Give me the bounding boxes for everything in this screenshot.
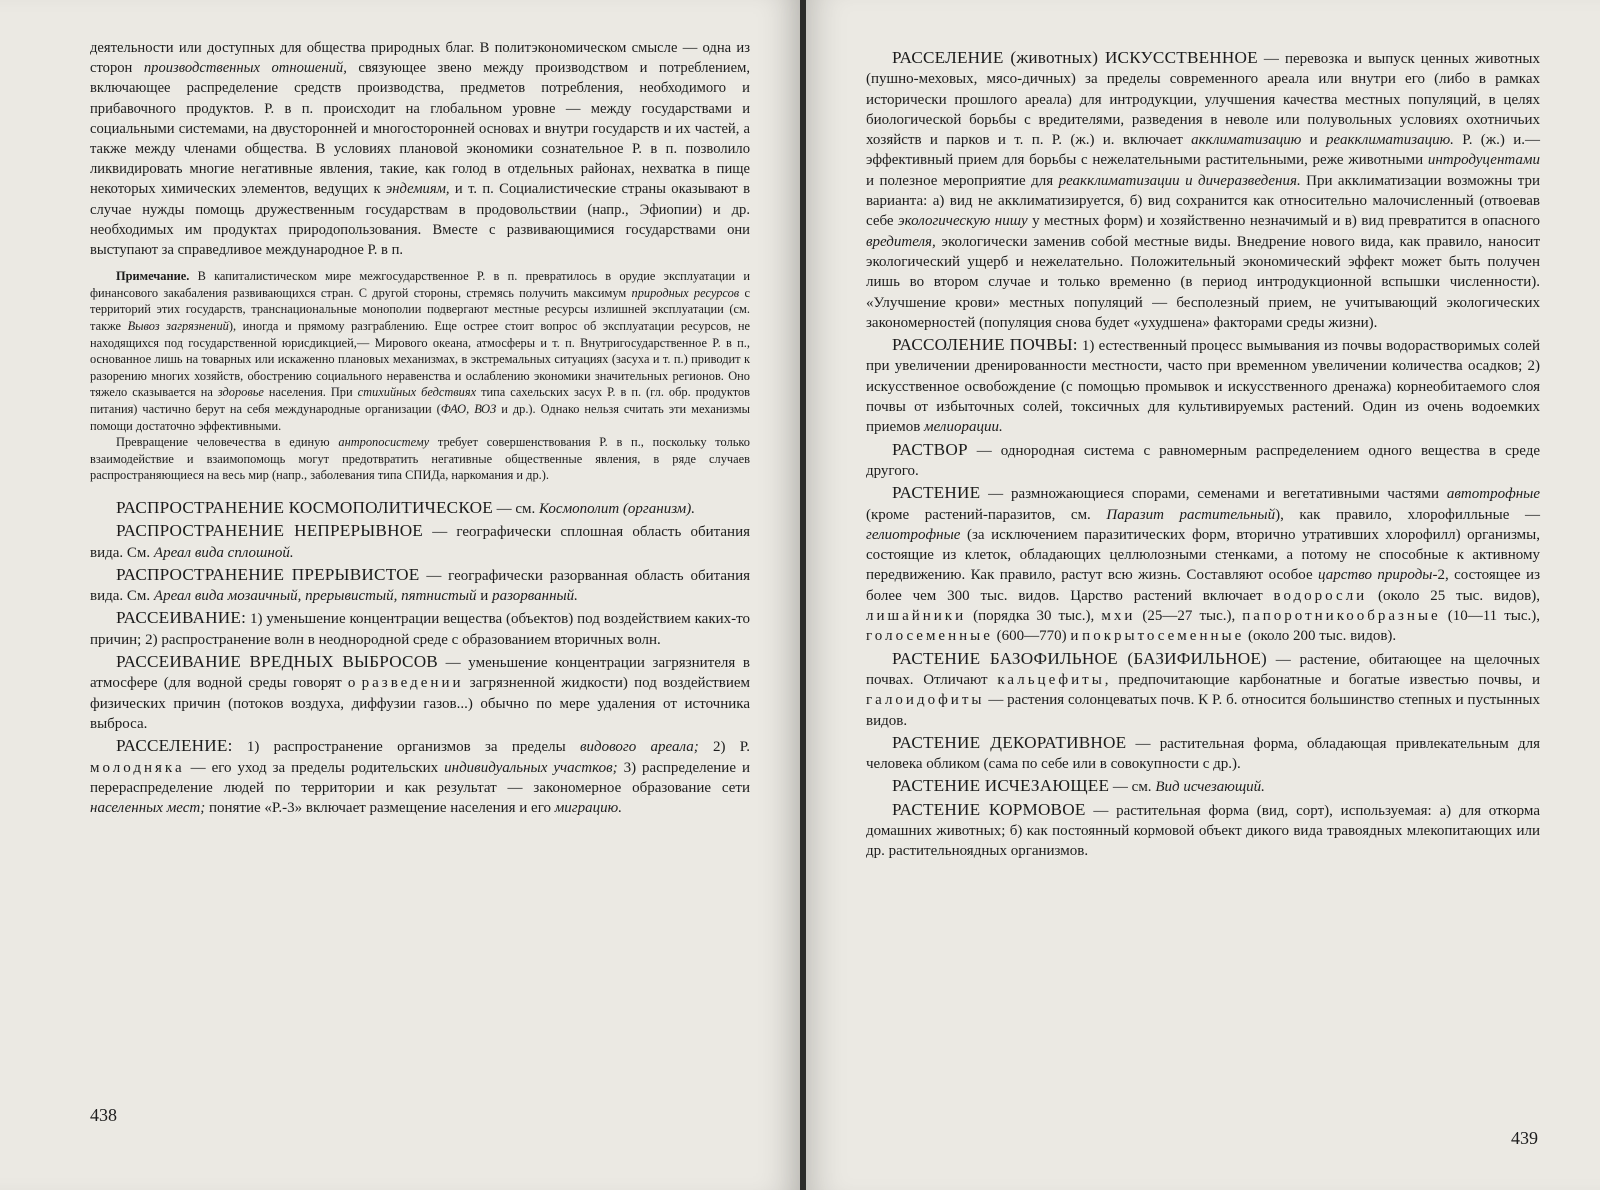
entry-artificial-settlement: РАССЕЛЕНИЕ (животных) ИСКУССТВЕННОЕ — перевозка и выпуск ценных животных (пушно-меховых, мясо-дичных) за пределы современного ареала или внутри его (либо в рамках исторически прошлого ареала) для интродукции, улучшения качества местных популяций, в целях биологической борьбы с вредителями, разведения в неволе или полувольных условиях охотничьих хозяйств и парков и т. п. Р. (ж.) и. включает акклиматизацию и реакклиматизацию. Р. (ж.) и.— эффективный прием для борьбы с нежелательными растительными, реже животными интродуцентами и полезное мероприятие для реакклиматизации и дичеразведения. При акклиматизации возможны три варианта: а) вид не акклиматизируется, б) вид сохранится как относительно малочисленный (отвоевав себе экологическую нишу у местных форм) и хозяйственно незначимый и в) вид превратится в опасного вредителя, экологически заменив собой местные виды. Внедрение нового вида, как правило, наносит экологический ущерб и нежелательно. Положительный экономический эффект может быть получен лишь во втором случае и только временно (в период интродукционной вспышки численности). «Улучшение крови» местных популяций — бесполезный прием, не учитывающий экологических закономерностей (популяция снова будет «ухудшена» факторами среды жизни). [866, 48, 1541, 331]
entry-solution: РАСТВОР — однородная система с равномерным распределением одного вещества в среде другого. [866, 439, 1540, 479]
note-label: Примечание. [116, 269, 190, 284]
entry-soil-desalination: РАССОЛЕНИЕ ПОЧВЫ: 1) естественный процесс вымывания из почвы водорастворимых солей при увеличении дренированности местности, часто при временном увеличении количества осадков; 2) искусственное освобождение (с помощью промывок и искусственного дренажа) корнеобитаемого слоя почвы от избыточных солей, токсичных для культивируемых растений. Один из очень водоемких приемов мелиорации. [866, 335, 1540, 436]
entry-plant: РАСТЕНИЕ — размножающиеся спорами, семенами и вегетативными частями автотрофные (кроме растений-паразитов, см. Паразит растительный), как правило, хлорофилльные — гелиотрофные (за исключением паразитических форм, вторично утративших хлорофилл) организмы, состоящие из клеток, обладающих целлюлозными стенками, а потому не способные к активному передвижению. Как правило, растут всю жизнь. Составляют особое царство природы-2, состоящее из более чем 300 тыс. видов. Царство растений включает водоросли (около 25 тыс. видов), лишайники (порядка 30 тыс.), мхи (25—27 тыс.), папоротникообразные (10—11 тыс.), голосеменные (600—770) и покрытосеменные (около 200 тыс. видов). [866, 483, 1541, 645]
entry-endangered-plant: РАСТЕНИЕ ИСЧЕЗАЮЩЕЕ — см. Вид исчезающий. [892, 776, 1265, 796]
entry-settlement: РАССЕЛЕНИЕ: 1) распространение организмов за пределы видового ареала; 2) Р. молодняка — его уход за пределы родительских индивидуальных участков; 3) распределение и перераспределение людей по территории и как результат — закономерное образование сети населенных мест; понятие «Р.-3» включает размещение населения и его миграцию. [90, 736, 750, 817]
entry-basophilic-plant: РАСТЕНИЕ БАЗОФИЛЬНОЕ (БАЗИФИЛЬНОЕ) — растение, обитающее на щелочных почвах. Отличают кальцефиты, предпочитающие карбонатные и богатые известью почвы, и галоидофиты — растения солонцеватых почв. К Р. б. относится большинство степных и пустынных видов. [866, 648, 1540, 729]
intro-paragraph: деятельности или доступных для общества природных благ. В политэкономическом смысле — одна из сторон производственных отношений, связующее звено между производством и потреблением, включающее распределение средств производства, предметов потребления, необходимого и прибавочного продуктов. Р. в п. происходит на глобальном уровне — между государствами и социальными системами, на двусторонней и многосторонней основах и внутри государств и их частей, а также между членами общества. В условиях плановой экономики сознательное Р. в п. позволило ликвидировать многие негативные явления, такие, как голод в отдельных районах, нехватка в пище некоторых химических элементов, ведущих к эндемиям, и т. п. Социалистические страны оказывают в случае нужды помощь дружественным государствам в продовольствии (напр., Эфиопии) и др. необходимых им продуктах природопользования. Вместе с развивающимися государствами они выступают за справедливое международное Р. в п. [90, 40, 750, 259]
entry-discontinuous: РАСПРОСТРАНЕНИЕ ПРЕРЫВИСТОЕ — географически разорванная область обитания вида. См. Ареал вида мозаичный, прерывистый, пятнистый и разорванный. [90, 564, 750, 605]
entry-cosmopolitan: РАСПРОСТРАНЕНИЕ КОСМОПОЛИТИЧЕСКОЕ — см. Космополит (организм). [116, 497, 696, 517]
right-page [806, 0, 1600, 1190]
entry-dispersion: РАССЕИВАНИЕ: 1) уменьшение концентрации вещества (объектов) под воздействием каких-то причин; 2) распространение волн в неоднородной среде с образованием вторичных волн. [90, 608, 750, 648]
entry-decorative-plant: РАСТЕНИЕ ДЕКОРАТИВНОЕ — растительная форма, обладающая привлекательным для человека обликом (сама по себе или в совокупности с др.). [866, 732, 1540, 773]
page-number-right: 439 [1511, 1128, 1538, 1148]
note-paragraph-2: Превращение человечества в единую антропосистему требует совершенствования Р. в п., поскольку только взаимодействие и взаимопомощь могут предотвратить негативные общественные явления, в ряде случаев распространяющиеся на весь мир (напр., заболевания типа СПИДа, наркомания и др.). [90, 435, 750, 483]
page-number-left: 438 [90, 1105, 117, 1125]
entry-emission-dispersion: РАССЕИВАНИЕ ВРЕДНЫХ ВЫБРОСОВ — уменьшение концентрации загрязнителя в атмосфере (для водной среды говорят о разведении загрязненной жидкости) под воздействием физических причин (потоков воздуха, диффузии газов...) обычно по мере удаления от источника выброса. [90, 652, 751, 732]
entry-forage-plant: РАСТЕНИЕ КОРМОВОЕ — растительная форма (вид, сорт), используемая: а) для откорма домашних животных; б) как постоянный кормовой объект дикого вида травоядных млекопитающих или др. растительноядных организмов. [866, 799, 1540, 860]
note-paragraph: Примечание. В капиталистическом мире межгосударственное Р. в п. превратилось в орудие эксплуатации и финансового закабаления развивающихся стран. С другой стороны, стремясь получить максимум природных ресурсов с территорий этих государств, транснациональные монополии подвергают местные ресурсы излишней эксплуатации (см. также Вывоз загрязнений), иногда и прямому разграблению. Еще острее стоит вопрос об эксплуатации ресурсов, не находящихся под государственной юрисдикцией,— Мирового океана, атмосферы и т. п. Внутригосударственное Р. в п., основанное лишь на товарных или искаженно плановых механизмах, в экстремальных ситуациях (засуха и т. п.) приводит к разорению многих хозяйств, обострению социального неравенства и ослаблению экономики значительных регионов. Оно тяжело сказывается на здоровье населения. При стихийных бедствиях типа сахельских засух Р. в п. (гл. обр. продуктов питания) частично берут на себя международные организации (ФАО, ВОЗ и др.). Однако нельзя считать эти механизмы помощи достаточно эффективными. [90, 269, 750, 433]
entry-continuous: РАСПРОСТРАНЕНИЕ НЕПРЕРЫВНОЕ — географически сплошная область обитания вида. См. Ареал вида сплошной. [90, 521, 750, 561]
